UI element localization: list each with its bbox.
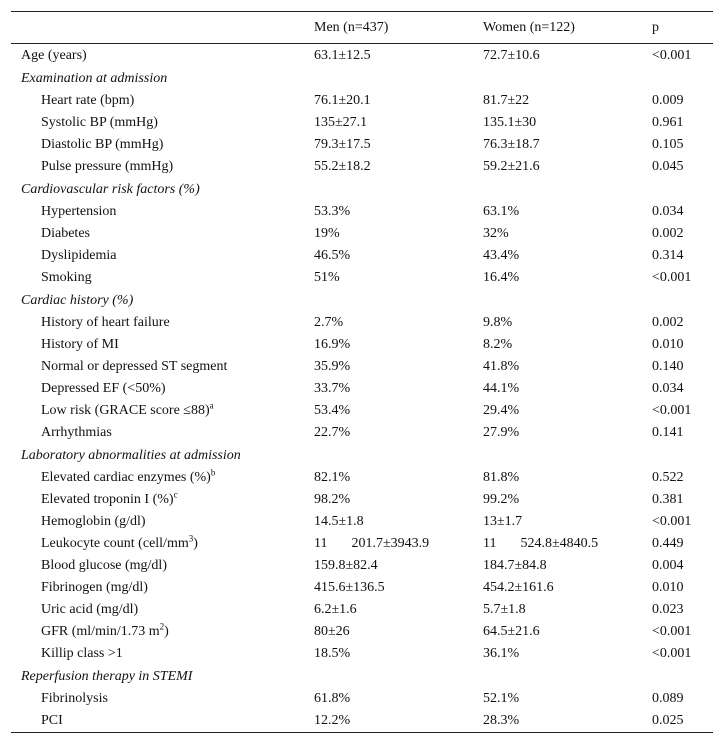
row-label: Normal or depressed ST segment xyxy=(41,359,228,374)
row-men: 19% xyxy=(314,226,340,241)
data-table xyxy=(11,11,713,733)
row-label-cell xyxy=(11,422,314,444)
row-p: 0.140 xyxy=(652,359,684,374)
row-women: 28.3% xyxy=(483,713,520,728)
header-men: Men (n=437) xyxy=(314,19,389,35)
row-men xyxy=(314,533,483,555)
row-women xyxy=(483,533,652,555)
table-row xyxy=(11,356,713,378)
row-label: Dyslipidemia xyxy=(41,248,117,263)
section-header-row xyxy=(11,444,713,467)
row-p: 0.034 xyxy=(652,204,684,219)
row-women: 454.2±161.6 xyxy=(483,580,554,595)
table-row xyxy=(11,688,713,710)
row-men: 76.1±20.1 xyxy=(314,93,371,108)
row-label: Diabetes xyxy=(41,226,90,241)
table-row xyxy=(11,489,713,511)
row-men: 16.9% xyxy=(314,337,351,352)
table-row xyxy=(11,599,713,621)
row-p: 0.089 xyxy=(652,691,684,706)
row-men: 2.7% xyxy=(314,315,344,330)
section-header-row xyxy=(11,178,713,201)
table-row xyxy=(11,156,713,178)
section-title: Cardiac history (%) xyxy=(21,292,134,308)
footnote-marker: c xyxy=(173,489,178,500)
row-label-cell xyxy=(11,312,314,334)
row-label-cell xyxy=(11,511,314,533)
row-label-cell xyxy=(11,555,314,577)
row-women: 16.4% xyxy=(483,270,520,285)
row-men: 51% xyxy=(314,270,340,285)
table-row xyxy=(11,90,713,112)
table-row xyxy=(11,555,713,577)
table-row xyxy=(11,467,713,489)
row-p: 0.025 xyxy=(652,713,684,728)
table-row xyxy=(11,267,713,289)
table-row xyxy=(11,400,713,422)
row-p: 0.002 xyxy=(652,226,684,241)
row-women: 63.1% xyxy=(483,204,520,219)
table-row xyxy=(11,378,713,400)
table-row xyxy=(11,201,713,223)
row-label-cell xyxy=(11,400,314,422)
table-row xyxy=(11,223,713,245)
row-label-cell xyxy=(11,467,314,489)
row-label-suffix: ) xyxy=(193,536,198,551)
row-men: 79.3±17.5 xyxy=(314,137,371,152)
row-men: 61.8% xyxy=(314,691,351,706)
row-women: 64.5±21.6 xyxy=(483,624,540,639)
row-men: 22.7% xyxy=(314,425,351,440)
row-p: <0.001 xyxy=(652,514,692,529)
row-men: 6.2±1.6 xyxy=(314,602,357,617)
row-women: 72.7±10.6 xyxy=(483,47,540,63)
table-row xyxy=(11,312,713,334)
row-men: 55.2±18.2 xyxy=(314,159,371,174)
row-label-cell xyxy=(11,90,314,112)
row-label-cell xyxy=(11,621,314,643)
row-label: Uric acid (mg/dl) xyxy=(41,602,139,617)
row-women: 8.2% xyxy=(483,337,513,352)
row-label: PCI xyxy=(41,713,63,728)
men-value-part-b: 201.7±3943.9 xyxy=(351,536,430,551)
row-women: 184.7±84.8 xyxy=(483,558,547,573)
section-title: Laboratory abnormalities at admission xyxy=(21,447,241,463)
row-men: 82.1% xyxy=(314,470,351,485)
row-women: 13±1.7 xyxy=(483,514,523,529)
header-empty xyxy=(11,12,314,44)
row-label: Age (years) xyxy=(21,47,87,63)
row-p: 0.010 xyxy=(652,580,684,595)
row-label-cell xyxy=(11,245,314,267)
women-value-part-a: 11 xyxy=(483,536,497,551)
section-title: Reperfusion therapy in STEMI xyxy=(21,668,193,684)
row-men: 135±27.1 xyxy=(314,115,368,130)
section-header-row xyxy=(11,289,713,312)
row-label: Killip class >1 xyxy=(41,646,123,661)
row-men: 63.1±12.5 xyxy=(314,47,371,63)
table-container xyxy=(11,11,713,733)
row-men: 53.3% xyxy=(314,204,351,219)
row-label-suffix: ) xyxy=(164,624,169,639)
row-label: GFR (ml/min/1.73 m xyxy=(41,624,160,639)
row-label: Elevated troponin I (%) xyxy=(41,492,174,507)
row-women: 44.1% xyxy=(483,381,520,396)
table-row xyxy=(11,710,713,733)
section-header-row xyxy=(11,67,713,90)
row-label: Leukocyte count (cell/mm xyxy=(41,536,189,551)
row-women: 43.4% xyxy=(483,248,520,263)
row-men: 98.2% xyxy=(314,492,351,507)
table-row xyxy=(11,334,713,356)
row-label: Fibrinolysis xyxy=(41,691,108,706)
row-women: 36.1% xyxy=(483,646,520,661)
row-p: 0.023 xyxy=(652,602,684,617)
row-women: 135.1±30 xyxy=(483,115,537,130)
row-women: 76.3±18.7 xyxy=(483,137,540,152)
row-label-cell xyxy=(11,489,314,511)
row-label-cell xyxy=(11,533,314,555)
row-women: 52.1% xyxy=(483,691,520,706)
row-p: <0.001 xyxy=(652,47,692,63)
footnote-marker: b xyxy=(210,467,216,478)
row-women: 81.8% xyxy=(483,470,520,485)
row-men: 80±26 xyxy=(314,624,350,639)
row-women: 99.2% xyxy=(483,492,520,507)
row-men: 18.5% xyxy=(314,646,351,661)
row-men: 33.7% xyxy=(314,381,351,396)
section-title: Examination at admission xyxy=(21,70,168,86)
row-women: 27.9% xyxy=(483,425,520,440)
row-label: Depressed EF (<50%) xyxy=(41,381,166,396)
row-p: 0.002 xyxy=(652,315,684,330)
row-p: 0.009 xyxy=(652,93,684,108)
table-row xyxy=(11,511,713,533)
row-women: 29.4% xyxy=(483,403,520,418)
footnote-marker: 3 xyxy=(188,533,194,544)
row-p: <0.001 xyxy=(652,403,692,418)
table-row xyxy=(11,533,713,555)
row-p: 0.381 xyxy=(652,492,684,507)
row-label-cell xyxy=(11,599,314,621)
row-women: 59.2±21.6 xyxy=(483,159,540,174)
row-p: 0.961 xyxy=(652,115,684,130)
row-p: 0.045 xyxy=(652,159,684,174)
row-p: <0.001 xyxy=(652,646,692,661)
table-body xyxy=(11,44,713,733)
row-label-cell xyxy=(11,112,314,134)
row-women: 81.7±22 xyxy=(483,93,530,108)
row-p: 0.141 xyxy=(652,425,684,440)
row-p: 0.449 xyxy=(652,536,684,551)
row-label-cell xyxy=(11,710,314,733)
row-men: 53.4% xyxy=(314,403,351,418)
row-p: 0.034 xyxy=(652,381,684,396)
row-label: Heart rate (bpm) xyxy=(41,93,135,108)
women-value-part-b: 524.8±4840.5 xyxy=(520,536,599,551)
table-row xyxy=(11,577,713,599)
row-p: 0.010 xyxy=(652,337,684,352)
table-row xyxy=(11,134,713,156)
row-label: Arrhythmias xyxy=(41,425,112,440)
table-row xyxy=(11,621,713,643)
row-label: History of heart failure xyxy=(41,315,170,330)
men-value-part-a: 11 xyxy=(314,536,328,551)
row-men: 415.6±136.5 xyxy=(314,580,385,595)
row-label-cell xyxy=(11,356,314,378)
row-p: 0.314 xyxy=(652,248,684,263)
row-label: Elevated cardiac enzymes (%) xyxy=(41,470,211,485)
row-women: 32% xyxy=(483,226,509,241)
table-row xyxy=(11,44,713,68)
row-p: <0.001 xyxy=(652,270,692,285)
row-men: 14.5±1.8 xyxy=(314,514,364,529)
row-label-cell xyxy=(11,201,314,223)
row-label-cell xyxy=(11,134,314,156)
row-label: Diastolic BP (mmHg) xyxy=(41,137,164,152)
row-label: Blood glucose (mg/dl) xyxy=(41,558,167,573)
row-p: <0.001 xyxy=(652,624,692,639)
row-label-cell xyxy=(11,156,314,178)
row-label: Low risk (GRACE score ≤88) xyxy=(41,403,210,418)
section-header-row xyxy=(11,665,713,688)
row-women: 41.8% xyxy=(483,359,520,374)
footnote-marker: 2 xyxy=(159,621,165,632)
section-title: Cardiovascular risk factors (%) xyxy=(21,181,200,197)
table-row xyxy=(11,245,713,267)
row-p: 0.105 xyxy=(652,137,684,152)
row-label: Fibrinogen (mg/dl) xyxy=(41,580,148,595)
row-label: Hemoglobin (g/dl) xyxy=(41,514,146,529)
row-label: Pulse pressure (mmHg) xyxy=(41,159,174,174)
row-label: History of MI xyxy=(41,337,119,352)
row-label: Systolic BP (mmHg) xyxy=(41,115,158,130)
row-women: 9.8% xyxy=(483,315,513,330)
table-row xyxy=(11,422,713,444)
footnote-marker: a xyxy=(209,400,214,411)
row-label: Smoking xyxy=(41,270,92,285)
header-p: p xyxy=(652,19,659,35)
header-row xyxy=(11,12,713,44)
row-men: 159.8±82.4 xyxy=(314,558,378,573)
row-label-cell xyxy=(11,643,314,665)
row-label-cell xyxy=(11,577,314,599)
row-label: Hypertension xyxy=(41,204,117,219)
row-p: 0.004 xyxy=(652,558,684,573)
row-men: 12.2% xyxy=(314,713,351,728)
row-men: 46.5% xyxy=(314,248,351,263)
table-row xyxy=(11,643,713,665)
row-women: 5.7±1.8 xyxy=(483,602,526,617)
row-label-cell xyxy=(11,334,314,356)
row-label-cell xyxy=(11,688,314,710)
header-women: Women (n=122) xyxy=(483,19,575,35)
row-label-cell xyxy=(11,267,314,289)
row-men: 35.9% xyxy=(314,359,351,374)
row-label-cell xyxy=(11,223,314,245)
table-row xyxy=(11,112,713,134)
row-label-cell xyxy=(11,378,314,400)
row-p: 0.522 xyxy=(652,470,684,485)
